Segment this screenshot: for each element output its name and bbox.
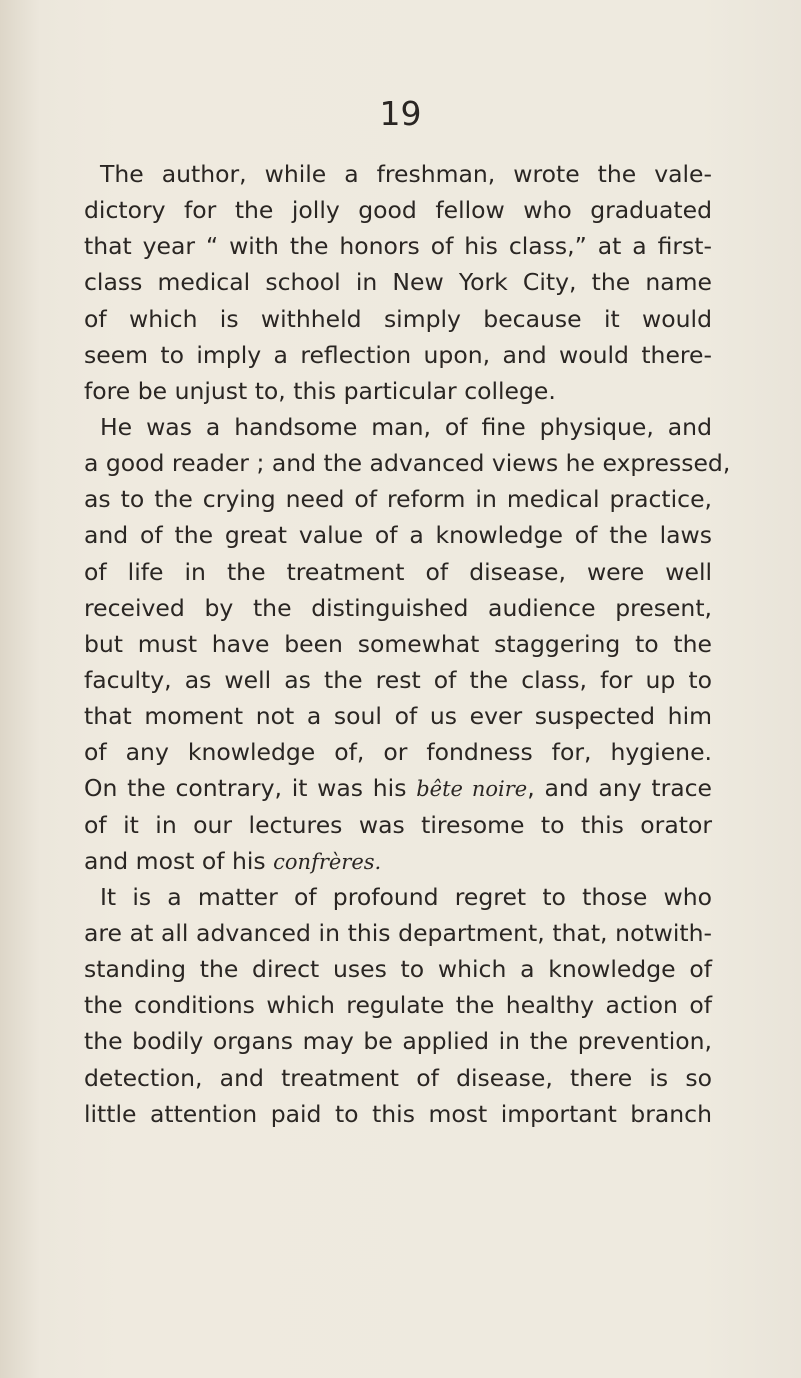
text-segment: On the contrary, it was his	[84, 774, 417, 803]
text-segment: and most of his	[84, 846, 274, 875]
italic-phrase: bête noire	[416, 777, 528, 802]
text-line: a good reader ; and the advanced views he expressed,	[84, 449, 731, 478]
text-line: the bodily organs may be applied in the prevention,	[84, 1027, 712, 1056]
text-line: of which is withheld simply because it would	[84, 304, 712, 333]
text-line: class medical school in New York City, the name	[84, 268, 712, 297]
text-line: He was a handsome man, of fine physique, and	[100, 412, 712, 441]
text-line: seem to imply a reflection upon, and would there-	[84, 340, 712, 369]
text-line: of it in our lectures was tiresome to this orator	[84, 810, 712, 839]
text-line: the conditions which regulate the healthy action of	[84, 991, 712, 1020]
text-line: little attention paid to this most important branch	[84, 1099, 712, 1128]
text-line: are at all advanced in this department, that, notwith-	[84, 918, 712, 947]
text-line	[84, 770, 712, 806]
text-line: faculty, as well as the rest of the class, for up to	[84, 665, 712, 694]
body-text	[84, 156, 731, 1132]
text-line: received by the distinguished audience present,	[84, 593, 712, 622]
page-number: 19	[379, 94, 422, 133]
text-line	[84, 843, 712, 879]
text-line: The author, while a freshman, wrote the vale-	[100, 160, 712, 188]
text-line: that moment not a soul of us ever suspected him	[84, 702, 712, 731]
text-line: that year “ with the honors of his class,” at a first-	[84, 232, 712, 261]
text-line: standing the direct uses to which a knowledge of	[84, 955, 712, 984]
text-line: and of the great value of a knowledge of the laws	[84, 521, 712, 550]
text-line: as to the crying need of reform in medical practice,	[84, 485, 712, 514]
text-line: dictory for the jolly good fellow who graduated	[84, 196, 712, 225]
text-line: but must have been somewhat staggering to the	[84, 629, 712, 658]
text-line: It is a matter of profound regret to those who	[100, 882, 712, 911]
text-line: of any knowledge of, or fondness for, hygiene.	[84, 738, 712, 767]
text-segment: , and any trace	[527, 774, 713, 803]
text-line: fore be unjust to, this particular college.	[84, 376, 556, 405]
text-line: detection, and treatment of disease, there is so	[84, 1063, 712, 1092]
text-line: of life in the treatment of disease, were well	[84, 557, 712, 586]
italic-phrase: confrères.	[273, 849, 382, 874]
